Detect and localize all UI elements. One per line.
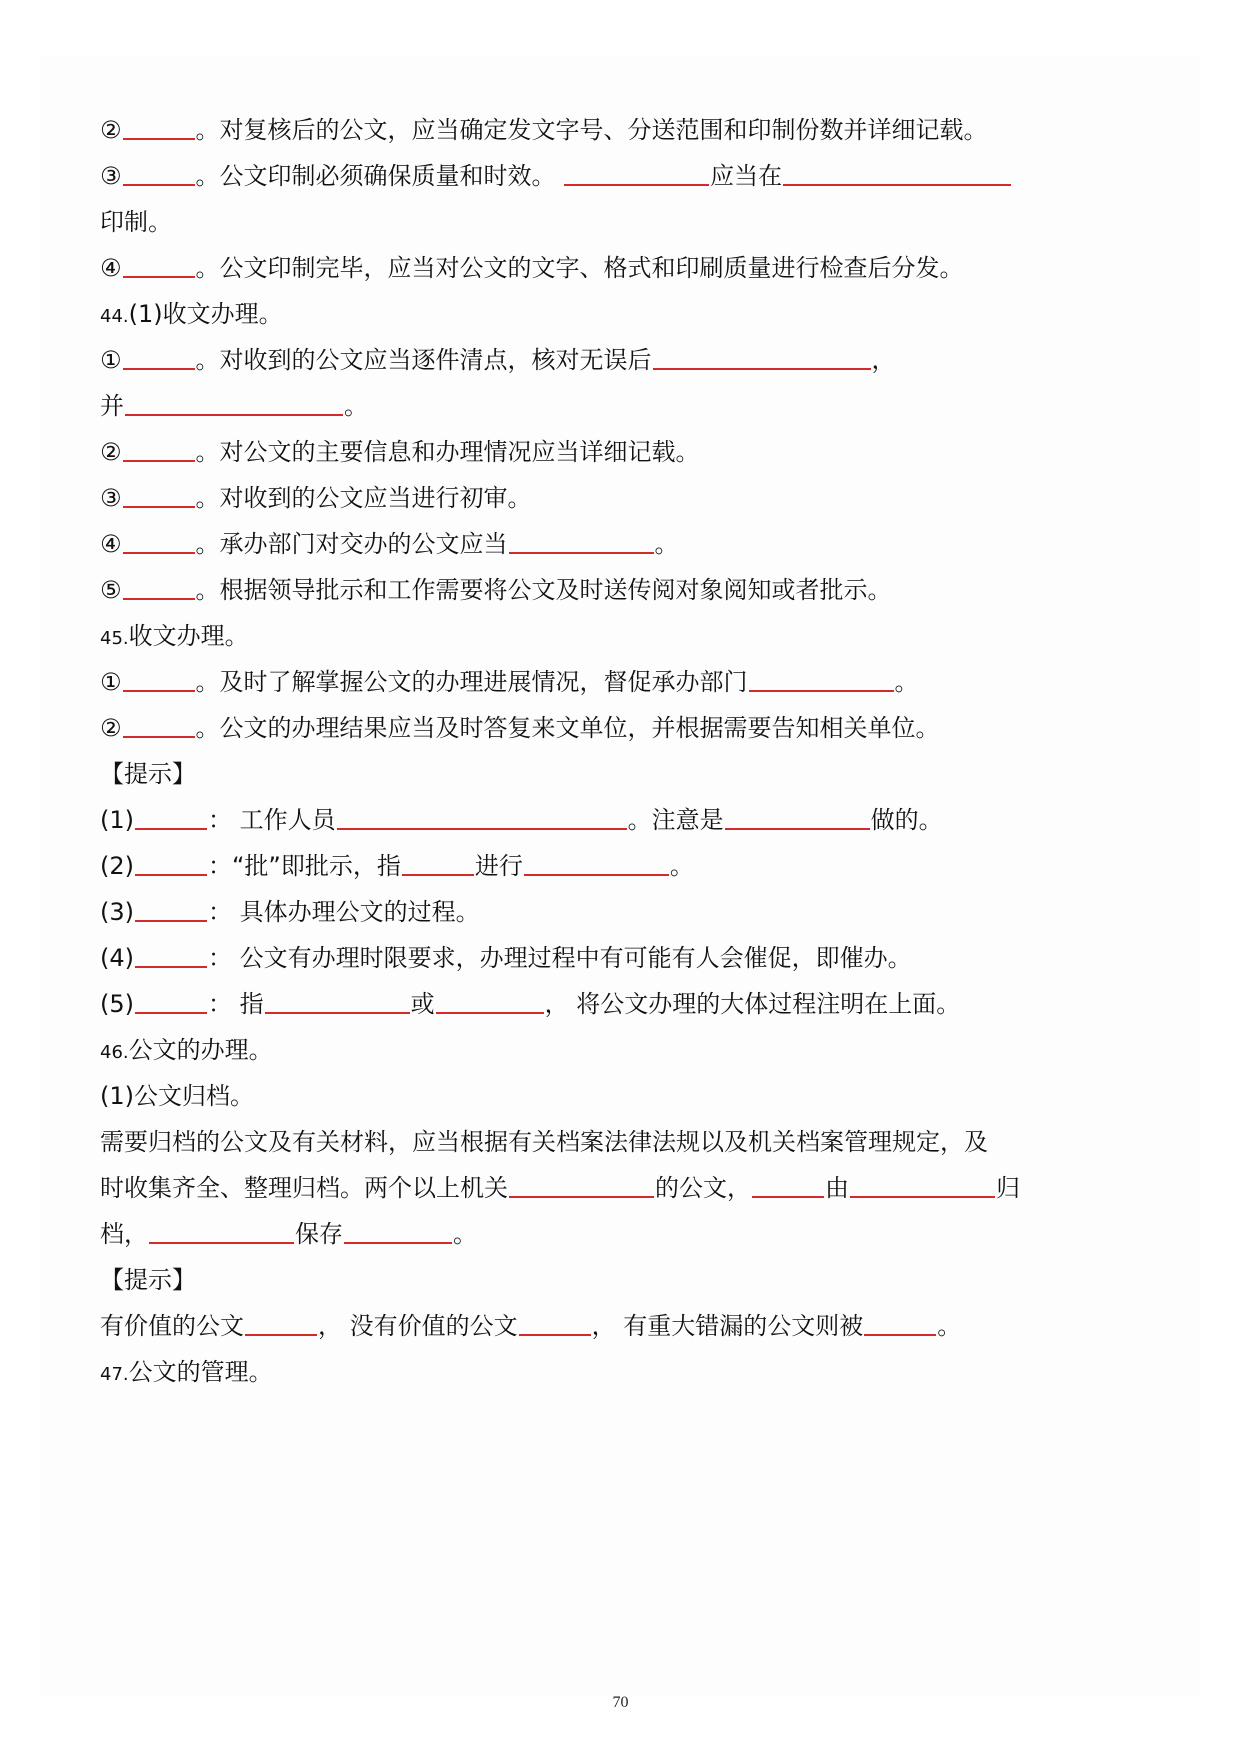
- text-segment: 。对复核后的公文，应当确定发文字号、分送范围和印制份数并详细记载。: [195, 116, 988, 144]
- text-segment: 。: [669, 852, 694, 880]
- text-segment: 。公文印制必须确保质量和时效。: [195, 162, 564, 190]
- fill-in-blank[interactable]: [123, 598, 195, 600]
- fill-in-blank[interactable]: [519, 1334, 591, 1336]
- text-segment: 收文办理。: [128, 622, 249, 650]
- text-segment: (1): [100, 806, 134, 834]
- text-segment: 的公文，: [655, 1174, 751, 1202]
- text-segment: 由: [825, 1174, 849, 1202]
- fill-in-blank[interactable]: [123, 368, 195, 370]
- text-segment: ：“批”即批示，指: [208, 852, 401, 880]
- text-segment: ，: [871, 346, 896, 374]
- text-line: [100, 245, 964, 291]
- fill-in-blank[interactable]: [509, 552, 654, 554]
- text-segment: 。对收到的公文应当逐件清点，核对无误后: [195, 346, 652, 374]
- fill-in-blank[interactable]: [783, 184, 1011, 186]
- text-segment: 或: [410, 990, 435, 1018]
- fill-in-blank[interactable]: [123, 184, 195, 186]
- fill-in-blank[interactable]: [123, 690, 195, 692]
- fill-in-blank[interactable]: [524, 874, 669, 876]
- fill-in-blank[interactable]: [752, 1196, 824, 1198]
- fill-in-blank[interactable]: [344, 1242, 452, 1244]
- fill-in-blank[interactable]: [245, 1334, 317, 1336]
- fill-in-blank[interactable]: [864, 1334, 936, 1336]
- text-segment: 进行: [474, 852, 523, 880]
- text-segment: (1)收文办理。: [128, 300, 283, 328]
- fill-in-blank[interactable]: [123, 460, 195, 462]
- text-segment: ②: [100, 438, 122, 466]
- fill-in-blank[interactable]: [653, 368, 871, 370]
- text-line: [100, 705, 940, 751]
- text-segment: 【提示】: [100, 1266, 196, 1294]
- text-line: [100, 751, 196, 797]
- text-line: [100, 475, 532, 521]
- text-line: [100, 567, 892, 613]
- fill-in-blank[interactable]: [564, 184, 709, 186]
- text-line: [100, 107, 988, 153]
- text-segment: ②: [100, 714, 122, 742]
- text-segment: ， 有重大错漏的公文则被: [591, 1312, 864, 1340]
- fill-in-blank[interactable]: [725, 828, 870, 830]
- text-segment: (4): [100, 944, 134, 972]
- text-segment: 需要归档的公文及有关材料，应当根据有关档案法律法规以及机关档案管理规定，及: [100, 1128, 988, 1156]
- text-segment: 保存: [295, 1220, 343, 1248]
- text-segment: 44.: [100, 306, 129, 327]
- text-line: [100, 1073, 254, 1119]
- text-segment: 做的。: [870, 806, 943, 834]
- text-line: [100, 935, 912, 981]
- text-segment: (5): [100, 990, 134, 1018]
- text-segment: ， 没有价值的公文: [318, 1312, 518, 1340]
- fill-in-blank[interactable]: [135, 966, 207, 968]
- fill-in-blank[interactable]: [123, 138, 195, 140]
- fill-in-blank[interactable]: [135, 874, 207, 876]
- text-segment: 。公文印制完毕，应当对公文的文字、格式和印刷质量进行检查后分发。: [195, 254, 964, 282]
- text-segment: 。对收到的公文应当进行初审。: [195, 484, 532, 512]
- text-segment: 档，: [100, 1220, 148, 1248]
- text-segment: 归: [996, 1174, 1020, 1202]
- text-line: [100, 659, 919, 705]
- fill-in-blank[interactable]: [850, 1196, 995, 1198]
- text-segment: 45.: [100, 628, 129, 649]
- text-segment: ⑤: [100, 576, 122, 604]
- fill-in-blank[interactable]: [123, 276, 195, 278]
- text-segment: 。: [937, 1312, 962, 1340]
- text-line: [100, 1257, 196, 1303]
- text-line: [100, 337, 896, 383]
- text-segment: 公文的办理。: [128, 1036, 273, 1064]
- text-line: [100, 383, 368, 429]
- text-segment: (2): [100, 852, 134, 880]
- fill-in-blank[interactable]: [436, 1012, 544, 1014]
- text-segment: 。及时了解掌握公文的办理进展情况，督促承办部门: [195, 668, 748, 696]
- fill-in-blank[interactable]: [749, 690, 894, 692]
- text-segment: ④: [100, 254, 122, 282]
- text-segment: ②: [100, 116, 122, 144]
- text-segment: 有价值的公文: [100, 1312, 244, 1340]
- document-page: [40, 57, 1200, 1695]
- text-line: [100, 1349, 273, 1395]
- text-segment: 。承办部门对交办的公文应当: [195, 530, 508, 558]
- fill-in-blank[interactable]: [265, 1012, 410, 1014]
- text-line: [100, 199, 172, 245]
- text-segment: 。: [344, 392, 368, 420]
- text-segment: 。对公文的主要信息和办理情况应当详细记载。: [195, 438, 700, 466]
- fill-in-blank[interactable]: [123, 736, 195, 738]
- text-segment: 46.: [100, 1042, 129, 1063]
- fill-in-blank[interactable]: [337, 828, 627, 830]
- text-line: [100, 429, 700, 475]
- fill-in-blank[interactable]: [402, 874, 474, 876]
- text-segment: 公文的管理。: [128, 1358, 273, 1386]
- text-segment: 印制。: [100, 208, 172, 236]
- text-segment: 应当在: [710, 162, 783, 190]
- text-segment: ④: [100, 530, 122, 558]
- text-segment: ： 工作人员: [208, 806, 336, 834]
- text-line: [100, 843, 694, 889]
- text-segment: 。注意是: [627, 806, 724, 834]
- text-segment: (1)公文归档。: [100, 1082, 254, 1110]
- page-number: 70: [612, 1694, 629, 1711]
- fill-in-blank[interactable]: [509, 1196, 654, 1198]
- text-line: [100, 153, 1012, 199]
- text-segment: 。: [453, 1220, 477, 1248]
- text-line: [100, 889, 480, 935]
- text-segment: 时收集齐全、整理归档。两个以上机关: [100, 1174, 508, 1202]
- text-line: [100, 981, 960, 1027]
- text-segment: ， 将公文办理的大体过程注明在上面。: [544, 990, 961, 1018]
- fill-in-blank[interactable]: [123, 506, 195, 508]
- text-segment: ③: [100, 162, 122, 190]
- text-segment: ： 具体办理公文的过程。: [208, 898, 480, 926]
- fill-in-blank[interactable]: [149, 1242, 294, 1244]
- text-segment: ①: [100, 668, 122, 696]
- fill-in-blank[interactable]: [123, 552, 195, 554]
- text-line: [100, 1027, 273, 1073]
- text-segment: 【提示】: [100, 760, 196, 788]
- text-line: [100, 521, 679, 567]
- text-segment: 并: [100, 392, 124, 420]
- text-segment: (3): [100, 898, 134, 926]
- text-segment: 。: [894, 668, 919, 696]
- text-segment: 47.: [100, 1364, 129, 1385]
- fill-in-blank[interactable]: [135, 1012, 207, 1014]
- text-segment: ： 指: [208, 990, 264, 1018]
- text-line: [100, 1303, 961, 1349]
- fill-in-blank[interactable]: [135, 920, 207, 922]
- text-line: [100, 291, 283, 337]
- text-segment: ①: [100, 346, 122, 374]
- text-line: [100, 613, 249, 659]
- fill-in-blank[interactable]: [125, 414, 343, 416]
- text-segment: ： 公文有办理时限要求，办理过程中有可能有人会催促，即催办。: [208, 944, 912, 972]
- text-segment: 。: [654, 530, 679, 558]
- text-line: [100, 1119, 988, 1165]
- text-segment: ③: [100, 484, 122, 512]
- text-line: [100, 797, 943, 843]
- text-segment: 。根据领导批示和工作需要将公文及时送传阅对象阅知或者批示。: [195, 576, 892, 604]
- text-line: [100, 1165, 1020, 1211]
- fill-in-blank[interactable]: [135, 828, 207, 830]
- text-segment: 。公文的办理结果应当及时答复来文单位，并根据需要告知相关单位。: [195, 714, 940, 742]
- text-line: [100, 1211, 477, 1257]
